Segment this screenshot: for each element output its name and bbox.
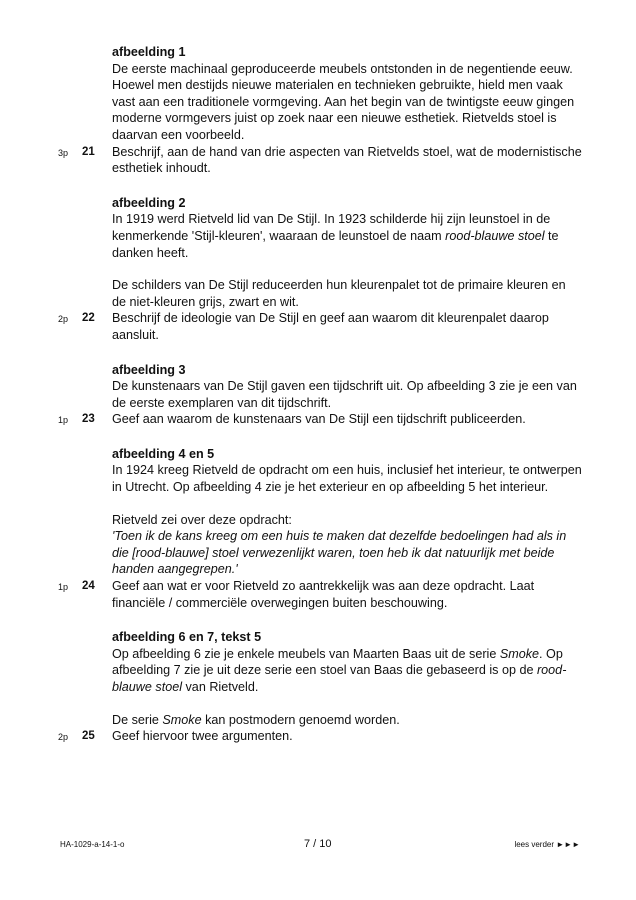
question-24 [58,578,582,611]
section-intro-2: Rietveld zei over deze opdracht: [112,512,292,527]
question-text: Beschrijf, aan de hand van drie aspecten van Rietvelds stoel, wat de modernistische esthetiek inhoudt. [112,144,582,176]
section-heading: afbeelding 1 [112,45,186,59]
question-points: 1p [58,582,69,593]
question-21 [58,144,582,177]
question-points: 2p [58,732,69,743]
intro-text: . Op afbeelding 7 zie je uit deze serie een stoel van Baas die gebaseerd is op de [112,646,563,678]
exam-content [58,44,582,763]
exam-code: HA-1029-a-14-1-o [60,840,125,849]
intro-text: kan postmodern genoemd worden. [201,712,400,727]
section-afbeelding-4-en-5 [58,446,582,611]
question-points: 2p [58,314,69,325]
intro-text: van Rietveld. [182,680,259,694]
intro-italic: rood-blauwe stoel [445,228,545,243]
section-afbeelding-2 [58,195,582,344]
section-intro: De eerste machinaal geproduceerde meubels ontstonden in de negentiende eeuw. Hoewel men destijds nieuwe materialen en technieken gebruikte, hield men vaak vast aan een traditionele vormgeving. Aan het begin van de twintigste eeuw gingen moderne vormgevers juist op zoek naar een nieuwe esthetiek. Rietvelds stoel is daarvan een voorbeeld. [112,61,575,142]
section-intro-2: De schilders van De Stijl reduceerden hun kleurenpalet tot de primaire kleuren en de niet-kleuren grijs, zwart en wit. [112,278,566,309]
page-footer [60,838,580,852]
question-number: 25 [82,730,95,743]
question-text: Geef aan waarom de kunstenaars van De Stijl een tijdschrift publiceerden. [112,412,526,427]
intro-italic: Smoke [499,646,540,661]
question-22 [58,310,582,343]
intro-text: De serie [112,712,163,727]
page-number: 7 / 10 [304,838,332,850]
question-number: 22 [82,312,95,325]
section-intro [112,646,582,696]
question-text: Geef hiervoor twee argumenten. [112,729,293,744]
question-number: 21 [82,145,95,158]
section-afbeelding-3 [58,362,582,428]
section-heading: afbeelding 3 [112,362,186,377]
section-heading: afbeelding 2 [112,195,186,210]
section-heading: afbeelding 4 en 5 [112,446,215,461]
intro-text: Op afbeelding 6 zie je enkele meubels van Maarten Baas uit de serie [112,646,500,661]
question-points: 1p [58,415,69,426]
continue-indicator: lees verder ►►► [514,840,580,849]
section-intro [112,211,582,261]
section-afbeelding-1 [58,44,582,177]
question-text: Geef aan wat er voor Rietveld zo aantrekkelijk was aan deze opdracht. Laat financiële / commerciële overwegingen buiten beschouwing. [112,579,535,610]
question-number: 24 [82,580,95,593]
section-intro: In 1924 kreeg Rietveld de opdracht om een huis, inclusief het interieur, te ontwerpen in Utrecht. Op afbeelding 4 zie je het exterieur en op afbeelding 5 het interieur. [112,463,582,495]
question-number: 23 [82,413,95,426]
section-intro-2 [112,712,582,729]
question-25 [58,728,582,745]
section-afbeelding-6-en-7 [58,629,582,745]
rietveld-quote: 'Toen ik de kans kreeg om een huis te maken dat dezelfde bedoelingen had als in die [rood-blauwe] stoel verwezenlijkt waren, toen heb ik dat natuurlijk met beide handen aangegrepen.' [112,529,567,577]
intro-text: In 1919 werd Rietveld lid van De Stijl. In 1923 schilderde hij zijn leunstoel in de kenmerkende 'Stijl-kleuren', waaraan de leunstoel de naam [112,212,551,243]
question-text: Beschrijf de ideologie van De Stijl en geef aan waarom dit kleurenpalet daarop aansluit. [112,311,549,342]
intro-italic: rood-blauwe stoel [112,663,567,694]
section-intro: De kunstenaars van De Stijl gaven een tijdschrift uit. Op afbeelding 3 zie je een van de eerste exemplaren van dit tijdschrift. [112,379,577,410]
intro-italic: Smoke [162,712,202,727]
intro-text: te danken heeft. [112,228,559,260]
question-23 [58,411,582,428]
section-heading: afbeelding 6 en 7, tekst 5 [112,630,262,645]
question-points: 3p [58,147,69,158]
